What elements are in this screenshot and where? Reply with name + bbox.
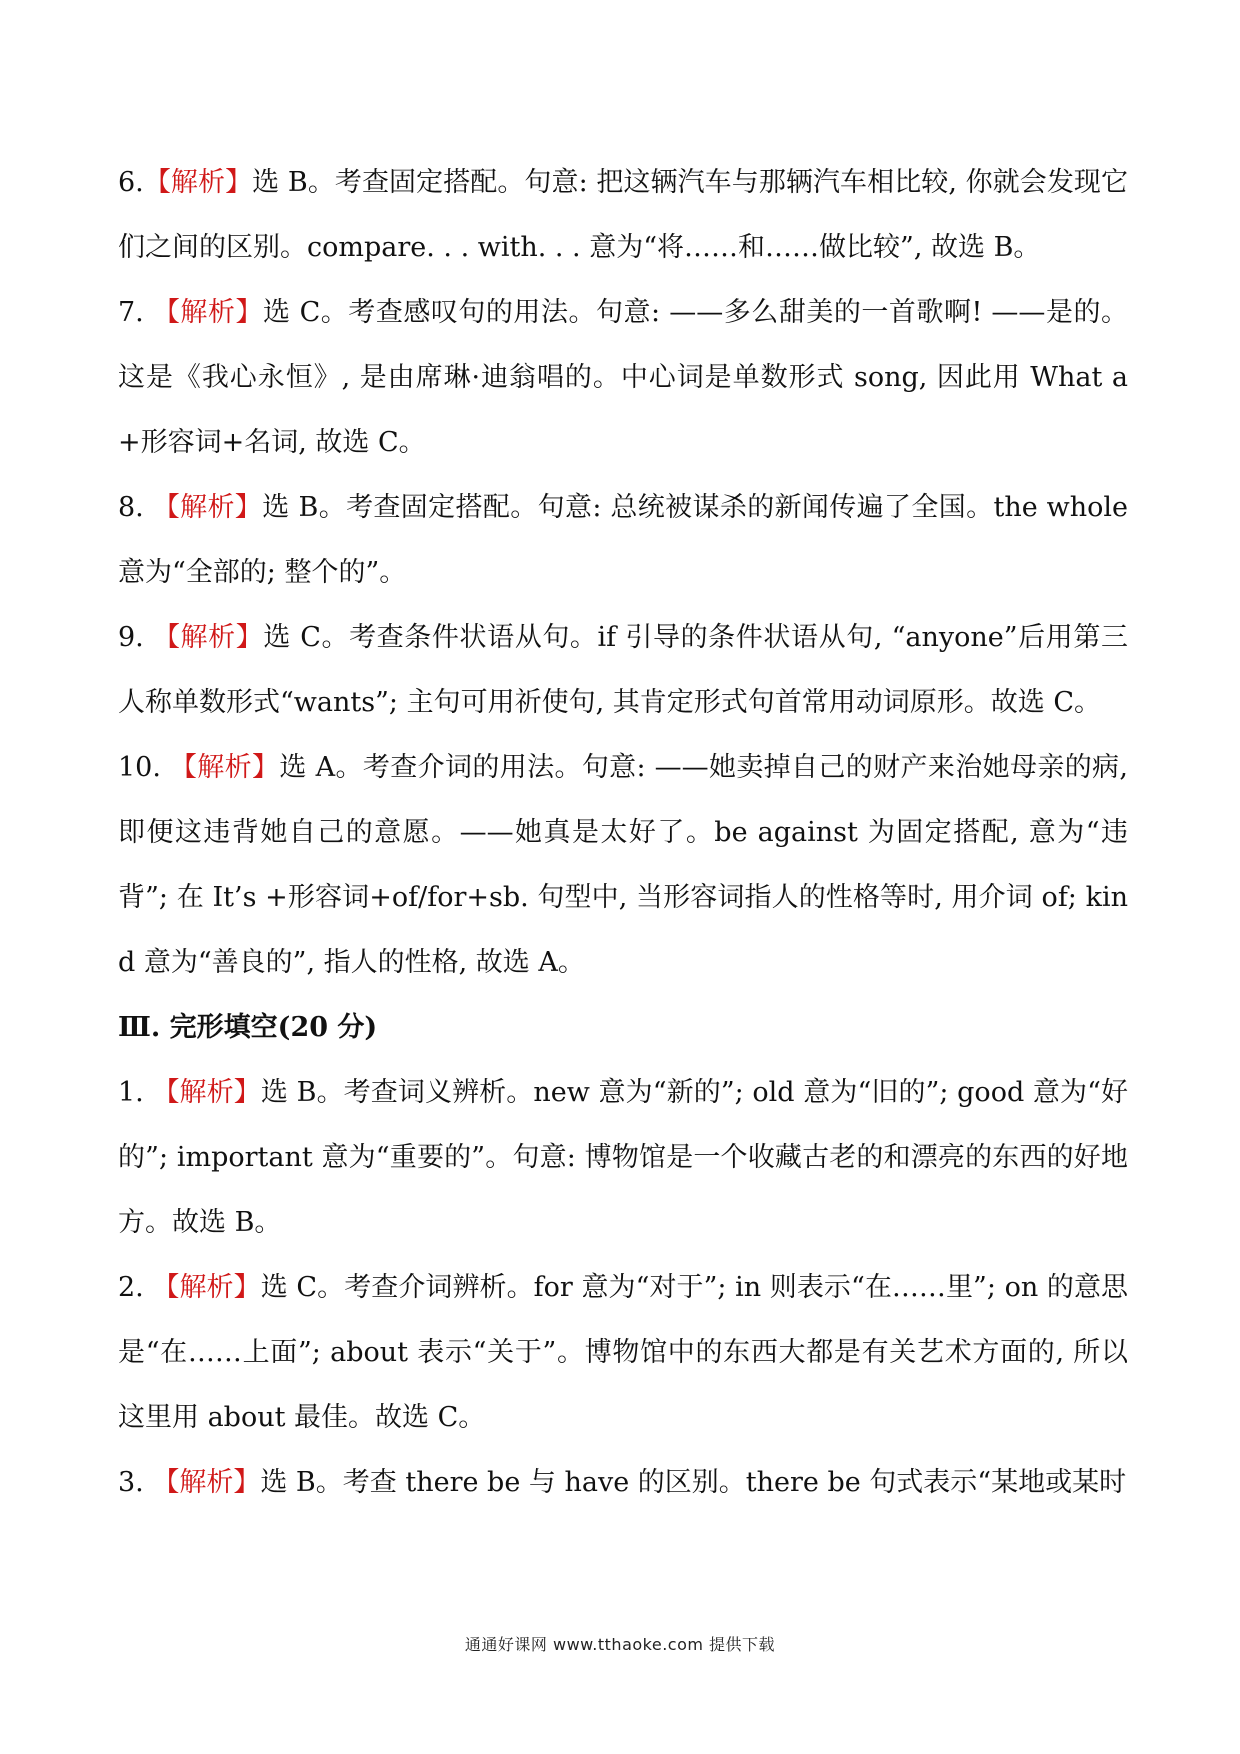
answer-item-10: [118, 735, 1128, 995]
analysis-tag: 【解析】: [152, 1272, 261, 1303]
analysis-tag: 【解析】: [152, 1077, 261, 1108]
item-number: 7.: [118, 297, 153, 328]
item-text: 选 C。考查条件状语从句。if 引导的条件状语从句, “anyone”后用第三人称单数形式“wants”; 主句可用祈使句, 其肯定形式句首常用动词原形。故选 C。: [118, 622, 1128, 718]
item-number: 9.: [118, 622, 153, 653]
item-text: 选 B。考查词义辨析。new 意为“新的”; old 意为“旧的”; good 意为“好的”; important 意为“重要的”。句意: 博物馆是一个收藏古老的和漂亮的东西的好地方。故选 B。: [118, 1077, 1129, 1238]
item-number: 3.: [118, 1467, 153, 1498]
item-text: 选 A。考查介词的用法。句意: ——她卖掉自己的财产来治她母亲的病, 即便这违背她自己的意愿。——她真是太好了。be against 为固定搭配, 意为“违背”; 在 It’s +形容词+of/for+sb. 句型中, 当形容词指人的性格等时, 用介词 of; kind 意为“善良的”, 指人的性格, 故选 A。: [118, 752, 1129, 978]
cloze-item-3: [118, 1450, 1128, 1515]
item-text: 选 C。考查介词辨析。for 意为“对于”; in 则表示“在……里”; on 的意思是“在……上面”; about 表示“关于”。博物馆中的东西大都是有关艺术方面的, 所以这里用 about 最佳。故选 C。: [118, 1272, 1129, 1433]
item-number: 2.: [118, 1272, 153, 1303]
page-footer: 通通好课网 www.tthaoke.com 提供下载: [464, 1635, 776, 1654]
analysis-tag: 【解析】: [152, 1467, 261, 1498]
item-text: 选 B。考查固定搭配。句意: 总统被谋杀的新闻传遍了全国。the whole 意为“全部的; 整个的”。: [118, 492, 1129, 588]
answer-content: [118, 150, 1128, 1515]
item-text: 选 C。考查感叹句的用法。句意: ——多么甜美的一首歌啊! ——是的。这是《我心永恒》, 是由席琳·迪翁唱的。中心词是单数形式 song, 因此用 What a+形容词+名词, 故选 C。: [118, 297, 1129, 458]
analysis-tag: 【解析】: [152, 297, 263, 328]
answer-item-7: [118, 280, 1128, 475]
analysis-tag: 【解析】: [152, 622, 264, 653]
item-number: 1.: [118, 1077, 153, 1108]
item-number: 10.: [118, 752, 170, 783]
answer-item-9: [118, 605, 1128, 735]
item-text: 选 B。考查固定搭配。句意: 把这辆汽车与那辆汽车相比较, 你就会发现它们之间的区别。compare. . . with. . . 意为“将……和……做比较”, 故选 B。: [118, 167, 1128, 263]
analysis-tag: 【解析】: [152, 492, 263, 523]
answer-item-6: [118, 150, 1128, 280]
analysis-tag: 【解析】: [169, 752, 280, 783]
item-number: 8.: [118, 492, 153, 523]
analysis-tag: 【解析】: [143, 167, 253, 198]
item-number: 6.: [118, 167, 144, 198]
cloze-item-1: [118, 1060, 1128, 1255]
answer-item-8: [118, 475, 1128, 605]
section-heading: Ⅲ. 完形填空(20 分): [118, 1012, 378, 1043]
item-text: 选 B。考查 there be 与 have 的区别。there be 句式表示“某地或某时: [260, 1467, 1127, 1498]
cloze-item-2: [118, 1255, 1128, 1450]
